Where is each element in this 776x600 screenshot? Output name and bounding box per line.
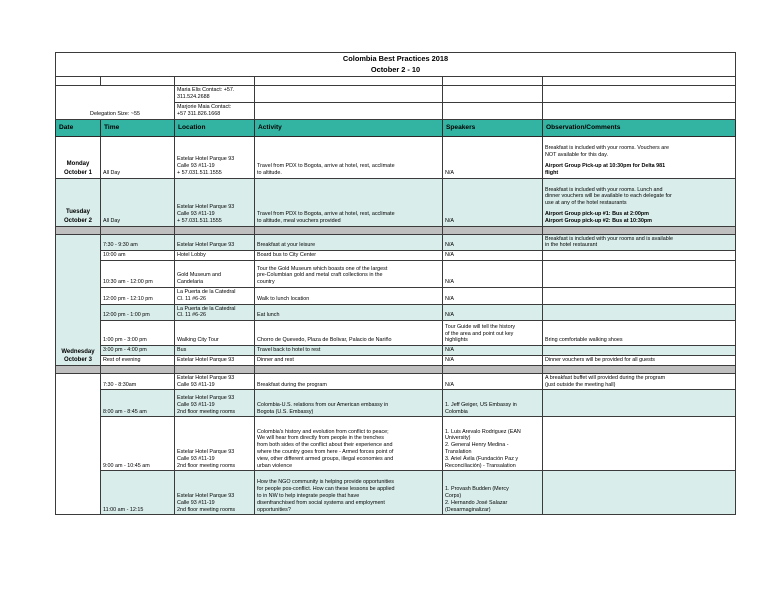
location-line-2: Calle 93 #11-19 (177, 401, 215, 408)
blank-cell (443, 77, 543, 86)
time-cell: 11:00 am - 12:15 (101, 471, 175, 515)
table-row[interactable] (56, 321, 736, 346)
column-header-activity[interactable]: Activity (255, 119, 443, 136)
observation-line-1: Breakfast is included with your rooms and is available (545, 235, 673, 242)
time-cell: 10:00 am (101, 251, 175, 261)
location-line-1: La Puerta de la Catedral (177, 289, 236, 296)
observation-cell (543, 390, 736, 417)
activity-cell: Travel back to hotel to rest (255, 346, 443, 356)
blank-cell (56, 77, 101, 86)
speakers-line-3: 2. Hernando José Salazar (445, 499, 508, 506)
location-cell (175, 373, 255, 390)
separator-cell (56, 365, 101, 373)
date-line-2: October 3 (63, 356, 92, 363)
activity-line-1: Colombia's history and evolution from conflict to peace; (257, 428, 389, 435)
speakers-line-4: (Desarmaginalizar) (445, 506, 491, 513)
speakers-line-6: Reconciliación) - Transalation (445, 462, 516, 469)
location-line-3: + 57.031.511.1555 (177, 217, 222, 224)
date-cell-wednesday (56, 234, 101, 365)
observation-cell: Bring comfortable walking shoes (543, 321, 736, 346)
time-cell: 12:00 pm - 12:10 pm (101, 288, 175, 305)
speakers-cell: N/A (443, 136, 543, 178)
speakers-cell: N/A (443, 261, 543, 288)
blank-row (56, 77, 736, 86)
separator-cell (175, 365, 255, 373)
column-header-date[interactable]: Date (56, 119, 101, 136)
location-line-1: Estelar Hotel Parque 93 (177, 374, 235, 381)
activity-line-3: country (257, 279, 275, 286)
observation-line-1: A breakfast buffet will provided during the program (545, 374, 666, 381)
activity-cell (255, 471, 443, 515)
table-row[interactable] (56, 234, 736, 251)
location-line-2: Cl. 11 #6-26 (177, 295, 206, 302)
time-cell: 8:00 am - 8:45 am (101, 390, 175, 417)
location-line-1: Estelar Hotel Parque 93 (177, 493, 235, 500)
time-cell: 7:30 - 8:30am (101, 373, 175, 390)
table-row[interactable] (56, 417, 736, 471)
column-header-observation[interactable]: Observation/Comments (543, 119, 736, 136)
location-line-2: Cl. 11 #6-26 (177, 312, 206, 319)
contact-marjorie-line-1: Marjorie Maia Contact: (177, 104, 232, 111)
separator-cell (443, 365, 543, 373)
speakers-cell: N/A (443, 288, 543, 305)
empty-activity-cell (255, 86, 443, 103)
time-cell: All Day (101, 136, 175, 178)
activity-cell: Board bus to City Center (255, 251, 443, 261)
table-row[interactable] (56, 356, 736, 366)
date-cell-monday (56, 136, 101, 178)
speakers-cell: N/A (443, 251, 543, 261)
location-cell (175, 288, 255, 305)
empty-observation-cell (543, 103, 736, 120)
location-cell: Estelar Hotel Parque 93 (175, 234, 255, 251)
date-cell-thursday (56, 373, 101, 515)
speakers-line-2: Colombia (445, 408, 468, 415)
table-row[interactable] (56, 304, 736, 321)
speakers-cell: N/A (443, 234, 543, 251)
date-line-1: Tuesday (66, 209, 90, 216)
column-header-row (56, 119, 736, 136)
activity-cell: Dinner and rest (255, 356, 443, 366)
location-line-1: Estelar Hotel Parque 93 (177, 395, 235, 402)
contact-maria (175, 86, 255, 103)
speakers-line-3: 2. General Henry Medina - (445, 442, 509, 449)
observation-line-1: Breakfast is included with your rooms. Lunch and (545, 186, 663, 193)
location-cell (175, 471, 255, 515)
time-cell: 10:30 am - 12:00 pm (101, 261, 175, 288)
location-line-2: Calle 93 #11-19 (177, 211, 215, 218)
empty-activity-cell (255, 103, 443, 120)
contact-maria-line-1: Maria Elis Contact: +57. (177, 87, 235, 94)
activity-cell (255, 178, 443, 226)
speakers-line-3: highlights (445, 337, 468, 344)
speakers-line-1: Tour Guide will tell the history (445, 323, 516, 330)
speakers-cell (443, 390, 543, 417)
observation-cell (543, 417, 736, 471)
speakers-line-2: of the area and point out key (445, 330, 514, 337)
speakers-line-1: 1. Jeff Geiger, US Embassy in (445, 401, 517, 408)
observation-line-2: dinner vouchers will be available to each delegate for (545, 193, 672, 200)
time-cell: 9:00 am - 10:45 am (101, 417, 175, 471)
title-line-2: October 2 - 10 (370, 64, 421, 74)
location-line-1: Gold Museum and (177, 272, 222, 279)
empty-speakers-cell (443, 86, 543, 103)
table-row[interactable] (56, 136, 736, 178)
date-line-2: October 1 (63, 169, 92, 176)
location-line-3: + 57.031.511.1555 (177, 169, 222, 176)
activity-line-4: where the country goes from here - Armed forces point of (257, 449, 394, 456)
activity-line-1: Travel from PDX to Bogota, arrive at hotel, rest, acclimate (257, 211, 395, 218)
column-header-speakers[interactable]: Speakers (443, 119, 543, 136)
location-line-2: Calle 93 #11-19 (177, 499, 215, 506)
speakers-line-5: 3. Ariel Ávila (Fundación Paz y (445, 455, 519, 462)
activity-cell: Breakfast during the program (255, 373, 443, 390)
speakers-cell: N/A (443, 346, 543, 356)
location-line-2: Calle 93 #11-19 (177, 163, 215, 170)
time-cell: All Day (101, 178, 175, 226)
observation-cell (543, 471, 736, 515)
table-row[interactable] (56, 346, 736, 356)
time-cell: 7:30 - 9:30 am (101, 234, 175, 251)
contact-marjorie-line-2: +57 311.826.1668 (177, 110, 221, 117)
observation-cell (543, 373, 736, 390)
activity-line-6: urban violence (257, 462, 293, 469)
activity-cell (255, 136, 443, 178)
location-cell (175, 178, 255, 226)
location-cell: Estelar Hotel Parque 93 (175, 356, 255, 366)
activity-line-2: Bogota (U.S. Embassy) (257, 408, 314, 415)
activity-cell (255, 261, 443, 288)
separator-cell (101, 365, 175, 373)
activity-cell: Eat lunch (255, 304, 443, 321)
date-line-1: Monday (66, 161, 90, 168)
speakers-line-1: 1. Provash Budden (Mercy (445, 486, 509, 493)
table-row[interactable] (56, 261, 736, 288)
speakers-cell (443, 471, 543, 515)
speakers-line-2: Corps) (445, 493, 462, 500)
title-line-1: Colombia Best Practices 2018 (342, 54, 449, 63)
title-row (56, 53, 736, 77)
separator-cell (543, 226, 736, 234)
location-cell (175, 417, 255, 471)
activity-line-1: Travel from PDX to Bogota, arrive at hotel, rest, acclimate (257, 163, 395, 170)
blank-cell (175, 77, 255, 86)
activity-line-5: view, other different armed groups, illegal economies and (257, 455, 394, 462)
location-cell: Hotel Lobby (175, 251, 255, 261)
blank-cell (543, 77, 736, 86)
observation-cell (543, 178, 736, 226)
activity-line-2: We will hear from directly from people in the trenches (257, 435, 384, 442)
location-line-1: Estelar Hotel Parque 93 (177, 204, 235, 211)
activity-line-2: pre-Columbian gold and metal craft collections in the (257, 272, 383, 279)
table-row[interactable] (56, 390, 736, 417)
empty-speakers-cell (443, 103, 543, 120)
location-cell: Bus (175, 346, 255, 356)
speakers-cell (443, 417, 543, 471)
location-line-3: 2nd floor meeting rooms (177, 408, 236, 415)
activity-line-3: to in NW to help integrate people that have (257, 493, 360, 500)
location-line-2: Candelaria (177, 279, 204, 286)
observation-bold-line-1: Airport Group pick-up #1: Bus at 2:00pm (545, 211, 649, 218)
activity-line-2: to altitude. (257, 169, 282, 176)
observation-cell (543, 251, 736, 261)
observation-cell (543, 346, 736, 356)
speakers-cell (443, 321, 543, 346)
speakers-cell: N/A (443, 178, 543, 226)
location-line-2: Calle 93 #11-19 (177, 455, 215, 462)
time-cell: 3:00 pm - 4:00 pm (101, 346, 175, 356)
speakers-cell: N/A (443, 304, 543, 321)
activity-line-1: Colombia-U.S. relations from our American embassy in (257, 401, 389, 408)
table-row[interactable] (56, 178, 736, 226)
location-line-3: 2nd floor meeting rooms (177, 462, 236, 469)
empty-observation-cell (543, 86, 736, 103)
speakers-line-4: Translation (445, 449, 472, 456)
separator-cell (101, 226, 175, 234)
observation-cell (543, 304, 736, 321)
location-cell (175, 390, 255, 417)
separator-row (56, 226, 736, 234)
activity-cell: Breakfast at your leisure (255, 234, 443, 251)
contact-maria-line-2: 311.524.2688 (177, 94, 210, 101)
observation-line-2: in the hotel restaurant (545, 242, 598, 249)
contact-marjorie (175, 103, 255, 120)
observation-bold-line-1: Airport Group Pick-up at 10:30pm for Delta 981 (545, 163, 666, 170)
speakers-line-1: 1. Luis Arevalo Rodriguez (EAN (445, 428, 521, 435)
table-row[interactable] (56, 373, 736, 390)
activity-line-2: to altitude, meal vouchers provided (257, 217, 341, 224)
activity-cell (255, 390, 443, 417)
activity-line-2: for people pos-conflict. How can these lessons be applied (257, 486, 395, 493)
activity-line-1: How the NGO community is helping provide opportunities (257, 479, 394, 486)
observation-line-1: Breakfast is included with your rooms. Vouchers are (545, 145, 670, 152)
observation-line-2: NOT available for this day. (545, 152, 609, 159)
date-line-2: October 2 (63, 217, 92, 224)
location-line-1: La Puerta de la Catedral (177, 305, 236, 312)
column-header-time[interactable]: Time (101, 119, 175, 136)
time-cell: 12:00 pm - 1:00 pm (101, 304, 175, 321)
observation-cell (543, 288, 736, 305)
activity-cell: Chorro de Quevedo, Plaza de Bolivar, Palacio de Nariño (255, 321, 443, 346)
date-cell-tuesday (56, 178, 101, 226)
activity-cell (255, 417, 443, 471)
activity-line-1: Tour the Gold Museum which boasts one of the largest (257, 265, 388, 272)
separator-cell (543, 365, 736, 373)
separator-cell (175, 226, 255, 234)
separator-cell (443, 226, 543, 234)
location-line-3: 2nd floor meeting rooms (177, 506, 236, 513)
activity-line-5: opportunities? (257, 506, 291, 513)
observation-cell (543, 136, 736, 178)
observation-line-2: (just outside the meeting hall) (545, 381, 616, 388)
observation-cell (543, 234, 736, 251)
speakers-cell: N/A (443, 373, 543, 390)
speakers-line-2: University) (445, 435, 471, 442)
location-cell (175, 261, 255, 288)
location-line-1: Estelar Hotel Parque 93 (177, 156, 235, 163)
speakers-cell: N/A (443, 356, 543, 366)
observation-cell: Dinner vouchers will be provided for all guests (543, 356, 736, 366)
location-line-1: Estelar Hotel Parque 93 (177, 449, 235, 456)
document-title (56, 53, 736, 77)
location-cell (175, 304, 255, 321)
table-row[interactable] (56, 288, 736, 305)
time-cell: 1:00 pm - 3:00 pm (101, 321, 175, 346)
activity-line-3: from both sides of the conflict about their experience and (257, 442, 393, 449)
observation-bold-line-2: flight (545, 169, 559, 176)
blank-cell (101, 77, 175, 86)
location-cell: Walking City Tour (175, 321, 255, 346)
table-row[interactable] (56, 471, 736, 515)
observation-bold-line-2: Airport Group pick-up #2: Bus at 10:30pm (545, 217, 652, 224)
delegation-size: Delegation Size: ~55 (56, 86, 175, 119)
separator-cell (56, 226, 101, 234)
activity-line-4: disenfranchised from social systems and employment (257, 499, 385, 506)
observation-cell (543, 261, 736, 288)
activity-cell: Walk to lunch location (255, 288, 443, 305)
date-line-1: Wednesday (61, 348, 95, 355)
observation-line-3: use at any of the hotel restaurants (545, 200, 627, 207)
delegation-row (56, 86, 736, 103)
separator-row (56, 365, 736, 373)
location-cell (175, 136, 255, 178)
table-row[interactable] (56, 251, 736, 261)
separator-cell (255, 226, 443, 234)
blank-cell (255, 77, 443, 86)
itinerary-table (55, 52, 736, 515)
column-header-location[interactable]: Location (175, 119, 255, 136)
time-cell: Rest of evening (101, 356, 175, 366)
separator-cell (255, 365, 443, 373)
location-line-2: Calle 93 #11-19 (177, 381, 215, 388)
